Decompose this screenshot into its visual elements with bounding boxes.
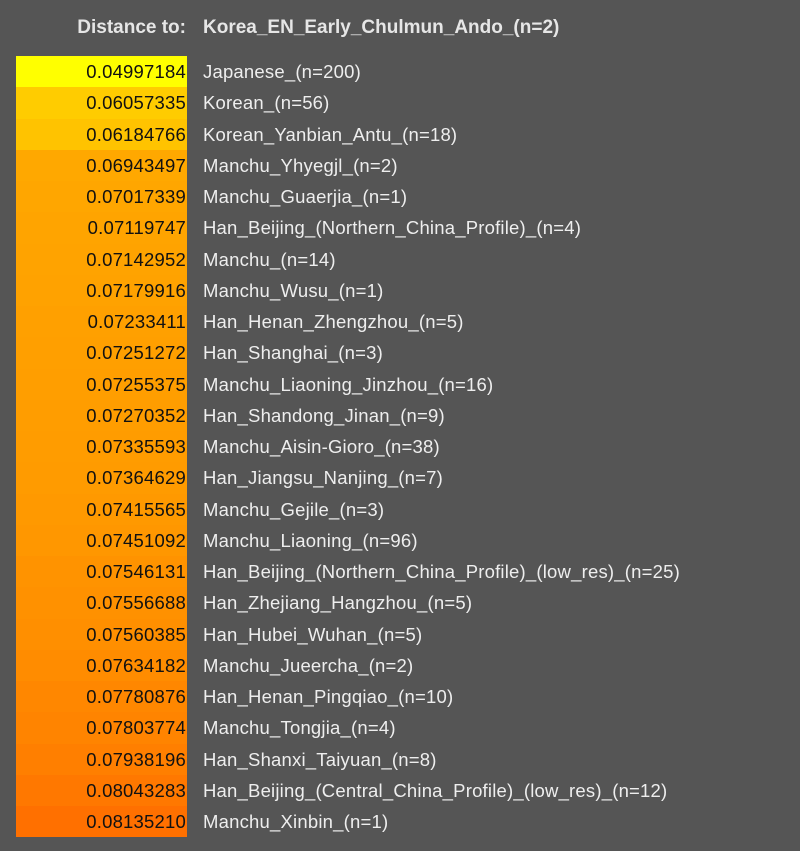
- population-name: Japanese_(n=200): [203, 61, 362, 82]
- distance-value: 0.06057335: [16, 87, 187, 118]
- population-name: Manchu_Xinbin_(n=1): [203, 811, 389, 832]
- result-row: [0, 275, 800, 306]
- result-row: [0, 744, 800, 775]
- population-name: Han_Henan_Pingqiao_(n=10): [203, 686, 454, 707]
- result-row: [0, 712, 800, 743]
- result-row: [0, 119, 800, 150]
- distance-value: 0.06943497: [16, 150, 187, 181]
- population-name: Manchu_Liaoning_Jinzhou_(n=16): [203, 373, 494, 395]
- result-row: [0, 650, 800, 681]
- result-row: [0, 337, 800, 368]
- population-name: Manchu_Gejile_(n=3): [203, 498, 385, 520]
- population-name: Han_Beijing_(Central_China_Profile)_(low_res)_(n=12): [203, 779, 668, 801]
- distance-to-label: Distance to:: [77, 17, 186, 38]
- distance-value: 0.07451092: [16, 525, 187, 556]
- target-population-title: Korea_EN_Early_Chulmun_Ando_(n=2): [203, 17, 560, 38]
- result-row: [0, 181, 800, 212]
- population-name: Manchu_(n=14): [203, 248, 336, 270]
- result-row: [0, 56, 800, 87]
- distance-value: 0.07179916: [16, 275, 187, 306]
- distance-value: 0.07119747: [16, 212, 187, 243]
- distance-results-list: [0, 56, 800, 837]
- result-row: [0, 369, 800, 400]
- population-name: Han_Shanghai_(n=3): [203, 342, 384, 364]
- population-name: Han_Henan_Zhengzhou_(n=5): [203, 311, 464, 332]
- distance-value: 0.07142952: [16, 244, 187, 275]
- population-name: Manchu_Jueercha_(n=2): [203, 654, 414, 676]
- distance-value: 0.07560385: [16, 619, 187, 650]
- distance-value: 0.08135210: [16, 806, 187, 837]
- results-header: [0, 0, 800, 56]
- distance-value: 0.07938196: [16, 744, 187, 775]
- distance-value: 0.06184766: [16, 119, 187, 150]
- distance-value: 0.04997184: [16, 56, 187, 87]
- result-row: [0, 462, 800, 493]
- distance-value: 0.07270352: [16, 400, 187, 431]
- population-name: Manchu_Guaerjia_(n=1): [203, 186, 408, 207]
- distance-value: 0.07556688: [16, 587, 187, 618]
- population-name: Manchu_Aisin-Gioro_(n=38): [203, 436, 440, 457]
- result-row: [0, 587, 800, 618]
- distance-value: 0.07634182: [16, 650, 187, 681]
- result-row: [0, 306, 800, 337]
- result-row: [0, 556, 800, 587]
- population-name: Manchu_Yhyegjl_(n=2): [203, 154, 398, 176]
- population-name: Han_Zhejiang_Hangzhou_(n=5): [203, 592, 473, 614]
- population-name: Han_Shanxi_Taiyuan_(n=8): [203, 748, 437, 770]
- population-name: Han_Beijing_(Northern_China_Profile)_(low_res)_(n=25): [203, 561, 680, 582]
- distance-value: 0.07546131: [16, 556, 187, 587]
- result-row: [0, 775, 800, 806]
- distance-value: 0.07415565: [16, 494, 187, 525]
- result-row: [0, 681, 800, 712]
- distance-value: 0.07255375: [16, 369, 187, 400]
- result-row: [0, 212, 800, 243]
- distance-value: 0.07803774: [16, 712, 187, 743]
- population-name: Korean_Yanbian_Antu_(n=18): [203, 123, 458, 145]
- population-name: Han_Jiangsu_Nanjing_(n=7): [203, 467, 444, 489]
- result-row: [0, 525, 800, 556]
- result-row: [0, 244, 800, 275]
- population-name: Korean_(n=56): [203, 92, 330, 114]
- population-name: Manchu_Tongjia_(n=4): [203, 717, 396, 739]
- result-row: [0, 806, 800, 837]
- result-row: [0, 87, 800, 118]
- result-row: [0, 494, 800, 525]
- population-name: Han_Hubei_Wuhan_(n=5): [203, 623, 423, 645]
- distance-value: 0.07335593: [16, 431, 187, 462]
- distance-value: 0.07780876: [16, 681, 187, 712]
- result-row: [0, 619, 800, 650]
- population-name: Han_Beijing_(Northern_China_Profile)_(n=4): [203, 217, 582, 239]
- result-row: [0, 150, 800, 181]
- distance-value: 0.08043283: [16, 775, 187, 806]
- result-row: [0, 400, 800, 431]
- result-row: [0, 431, 800, 462]
- population-name: Han_Shandong_Jinan_(n=9): [203, 404, 445, 426]
- distance-value: 0.07233411: [16, 306, 187, 337]
- distance-value: 0.07017339: [16, 181, 187, 212]
- distance-value: 0.07251272: [16, 337, 187, 368]
- population-name: Manchu_Wusu_(n=1): [203, 279, 384, 301]
- distance-value: 0.07364629: [16, 462, 187, 493]
- population-name: Manchu_Liaoning_(n=96): [203, 529, 418, 551]
